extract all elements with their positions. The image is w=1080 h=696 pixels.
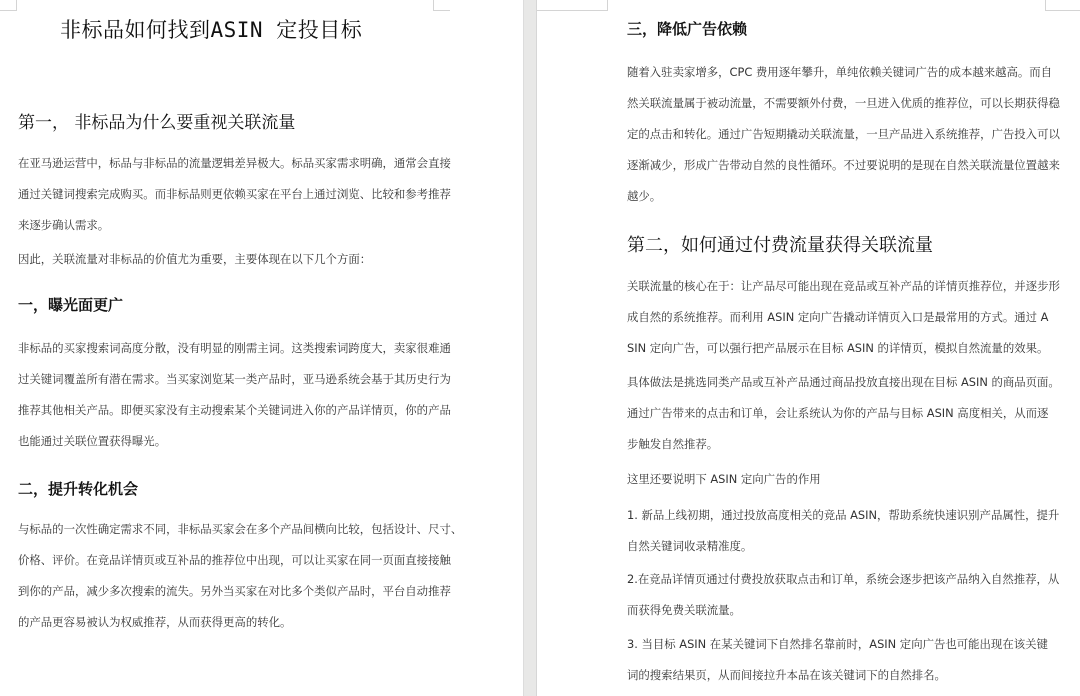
section-heading-1: 第一， 非标品为什么要重视关联流量 [18, 113, 296, 133]
role-item-1 [627, 500, 1059, 562]
margin-corner-mark [1045, 0, 1080, 11]
text-line: 随着入驻卖家增多，CPC 费用逐年攀升，单纯依赖关键词广告的成本越来越高。而自 [627, 65, 1053, 79]
intro-paragraph [18, 148, 451, 241]
text-line: 与标品的一次性确定需求不同，非标品买家会在多个产品间横向比较，包括设计、尺寸、 [18, 522, 463, 536]
point2-paragraph [18, 514, 462, 638]
text-line: 成自然的系统推荐。而利用 ASIN 定向广告撬动详情页入口是最常用的方式。通过 A [627, 310, 1049, 324]
text-line: 来逐步确认需求。 [18, 218, 110, 232]
point-heading-2: 二，提升转化机会 [18, 480, 139, 498]
text-line: 而获得免费关联流量。 [627, 603, 741, 617]
text-line: 关联流量的核心在于：让产品尽可能出现在竞品或互补产品的详情页推荐位，并逐步形 [627, 279, 1060, 293]
text-line: 这里还要说明下 ASIN 定向广告的作用 [627, 472, 821, 486]
point-heading-1: 一，曝光面更广 [18, 296, 124, 314]
text-line: 在亚马逊运营中，标品与非标品的流量逻辑差异极大。标品买家需求明确，通常会直接 [18, 156, 451, 170]
point-heading-3: 三，降低广告依赖 [627, 20, 748, 38]
text-line: 2.在竞品详情页通过付费投放获取点击和订单，系统会逐步把该产品纳入自然推荐，从 [627, 572, 1060, 586]
role-item-3 [627, 629, 1048, 691]
core-paragraph [627, 271, 1060, 364]
section-heading-2: 第二，如何通过付费流量获得关联流量 [627, 235, 933, 256]
page-gutter [523, 0, 537, 696]
text-line: 通过广告带来的点击和订单，会让系统认为你的产品与目标 ASIN 高度相关，从而逐 [627, 406, 1049, 420]
text-line: 到你的产品，减少多次搜索的流失。另外当买家在对比多个类似产品时，平台自动推荐 [18, 584, 451, 598]
text-line: 推荐其他相关产品。即便买家没有主动搜索某个关键词进入你的产品详情页，你的产品 [18, 403, 451, 417]
role-intro [627, 464, 821, 495]
page-left [0, 0, 523, 696]
intro-summary [18, 244, 371, 275]
text-line: 越少。 [627, 189, 662, 203]
text-line: 自然关键词收录精准度。 [627, 539, 753, 553]
text-line: 词的搜索结果页，从而间接拉升本品在该关键词下的自然排名。 [627, 668, 946, 682]
text-line: 价格、评价。在竞品详情页或互补品的推荐位中出现，可以让买家在同一页面直接接触 [18, 553, 451, 567]
method-paragraph [627, 367, 1060, 460]
text-line: 具体做法是挑选同类产品或互补产品通过商品投放直接出现在目标 ASIN 的商品页面。 [627, 375, 1060, 389]
margin-corner-mark [537, 0, 608, 11]
point3-paragraph [627, 57, 1060, 212]
text-line: 的产品更容易被认为权威推荐，从而获得更高的转化。 [18, 615, 292, 629]
text-line: 通过关键词搜索完成购买。而非标品则更依赖买家在平台上通过浏览、比较和参考推荐 [18, 187, 451, 201]
document-title: 非标品如何找到ASIN 定投目标 [60, 18, 363, 42]
point1-paragraph [18, 333, 451, 457]
text-line: SIN 定向广告，可以强行把产品展示在目标 ASIN 的详情页，模拟自然流量的效果。 [627, 341, 1049, 355]
text-line: 过关键词覆盖所有潜在需求。当买家浏览某一类产品时，亚马逊系统会基于其历史行为 [18, 372, 451, 386]
role-item-2 [627, 564, 1059, 626]
text-line: 因此，关联流量对非标品的价值尤为重要，主要体现在以下几个方面： [18, 252, 372, 266]
text-line: 1. 新品上线初期，通过投放高度相关的竞品 ASIN，帮助系统快速识别产品属性，提升 [627, 508, 1060, 522]
text-line: 3. 当目标 ASIN 在某关键词下自然排名靠前时，ASIN 定向广告也可能出现在该关键 [627, 637, 1048, 651]
text-line: 定的点击和转化。通过广告短期撬动关联流量，一旦产品进入系统推荐，广告投入可以 [627, 127, 1060, 141]
text-line: 逐渐减少，形成广告带动自然的良性循环。不过要说明的是现在自然关联流量位置越来 [627, 158, 1060, 172]
margin-corner-mark [433, 0, 450, 11]
text-line: 也能通过关联位置获得曝光。 [18, 434, 167, 448]
text-line: 非标品的买家搜索词高度分散，没有明显的刚需主词。这类搜索词跨度大，卖家很难通 [18, 341, 451, 355]
text-line: 然关联流量属于被动流量，不需要额外付费，一旦进入优质的推荐位，可以长期获得稳 [627, 96, 1060, 110]
text-line: 步触发自然推荐。 [627, 437, 719, 451]
margin-corner-mark [0, 0, 17, 11]
